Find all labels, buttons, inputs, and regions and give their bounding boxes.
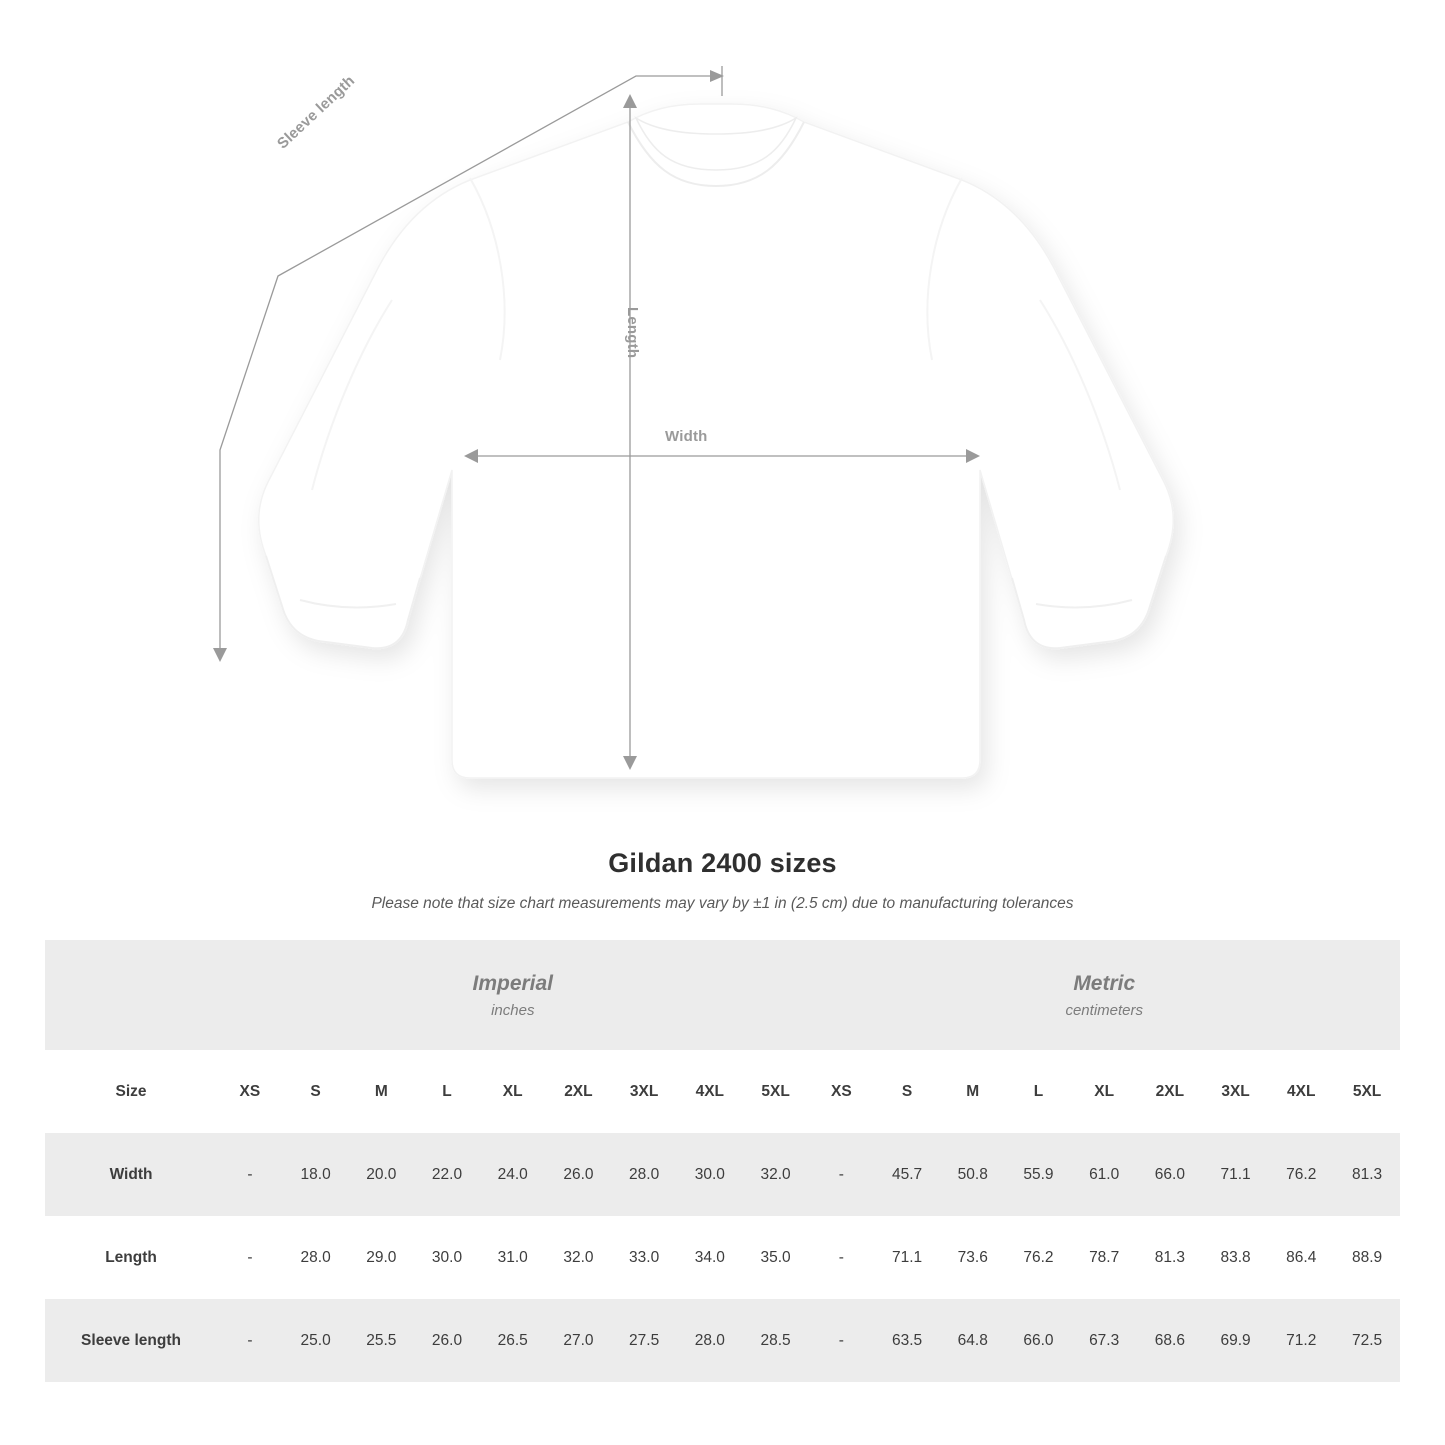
size-header-met-7: 4XL xyxy=(1268,1050,1334,1133)
length-met-2: 73.6 xyxy=(940,1216,1006,1299)
size-header-row xyxy=(45,1050,1400,1133)
width-imp-1: 18.0 xyxy=(283,1133,349,1216)
width-imp-7: 30.0 xyxy=(677,1133,743,1216)
table-row xyxy=(45,1216,1400,1299)
length-imp-6: 33.0 xyxy=(611,1216,677,1299)
length-imp-1: 28.0 xyxy=(283,1216,349,1299)
shirt-silhouette xyxy=(259,104,1174,778)
size-header-met-6: 3XL xyxy=(1203,1050,1269,1133)
size-header-met-0: XS xyxy=(808,1050,874,1133)
size-chart-table-wrapper xyxy=(45,940,1400,1382)
length-met-1: 71.1 xyxy=(874,1216,940,1299)
size-header-imp-7: 4XL xyxy=(677,1050,743,1133)
sleeve-met-6: 69.9 xyxy=(1203,1299,1269,1382)
length-met-7: 86.4 xyxy=(1268,1216,1334,1299)
size-header-imp-8: 5XL xyxy=(743,1050,809,1133)
width-met-3: 55.9 xyxy=(1006,1133,1072,1216)
length-met-8: 88.9 xyxy=(1334,1216,1400,1299)
length-imp-8: 35.0 xyxy=(743,1216,809,1299)
width-imp-3: 22.0 xyxy=(414,1133,480,1216)
row-label-length: Length xyxy=(45,1216,217,1299)
length-met-0: - xyxy=(808,1216,874,1299)
size-header-label: Size xyxy=(45,1050,217,1133)
sleeve-imp-3: 26.0 xyxy=(414,1299,480,1382)
sleeve-met-8: 72.5 xyxy=(1334,1299,1400,1382)
length-imp-5: 32.0 xyxy=(546,1216,612,1299)
width-met-6: 71.1 xyxy=(1203,1133,1269,1216)
sleeve-imp-2: 25.5 xyxy=(348,1299,414,1382)
size-header-met-1: S xyxy=(874,1050,940,1133)
title-block xyxy=(0,848,1445,913)
width-imp-0: - xyxy=(217,1133,283,1216)
width-met-4: 61.0 xyxy=(1071,1133,1137,1216)
page-title: Gildan 2400 sizes xyxy=(608,848,837,878)
unit-group-imperial-sub: inches xyxy=(491,1001,535,1019)
size-header-imp-3: L xyxy=(414,1050,480,1133)
size-header-imp-1: S xyxy=(283,1050,349,1133)
width-imp-2: 20.0 xyxy=(348,1133,414,1216)
size-header-imp-2: M xyxy=(348,1050,414,1133)
tolerance-note: Please note that size chart measurements may vary by ±1 in (2.5 cm) due to manufacturing tolerances xyxy=(371,895,1074,912)
size-header-met-4: XL xyxy=(1071,1050,1137,1133)
sleeve-met-3: 66.0 xyxy=(1006,1299,1072,1382)
unit-group-imperial xyxy=(217,940,808,1050)
sleeve-length-label: Sleeve length xyxy=(274,72,359,153)
width-imp-6: 28.0 xyxy=(611,1133,677,1216)
sleeve-met-0: - xyxy=(808,1299,874,1382)
width-met-7: 76.2 xyxy=(1268,1133,1334,1216)
sleeve-imp-8: 28.5 xyxy=(743,1299,809,1382)
length-met-3: 76.2 xyxy=(1006,1216,1072,1299)
unit-header-row xyxy=(45,940,1400,1050)
row-label-width: Width xyxy=(45,1133,217,1216)
size-header-imp-6: 3XL xyxy=(611,1050,677,1133)
sleeve-met-2: 64.8 xyxy=(940,1299,1006,1382)
size-header-met-8: 5XL xyxy=(1334,1050,1400,1133)
table-row xyxy=(45,1299,1400,1382)
width-met-2: 50.8 xyxy=(940,1133,1006,1216)
sleeve-met-1: 63.5 xyxy=(874,1299,940,1382)
sleeve-imp-6: 27.5 xyxy=(611,1299,677,1382)
size-header-imp-5: 2XL xyxy=(546,1050,612,1133)
unit-group-metric-sub: centimeters xyxy=(1065,1001,1143,1019)
width-met-5: 66.0 xyxy=(1137,1133,1203,1216)
length-met-4: 78.7 xyxy=(1071,1216,1137,1299)
sleeve-imp-7: 28.0 xyxy=(677,1299,743,1382)
unit-header-spacer xyxy=(45,940,217,1050)
width-met-1: 45.7 xyxy=(874,1133,940,1216)
length-imp-3: 30.0 xyxy=(414,1216,480,1299)
sleeve-imp-1: 25.0 xyxy=(283,1299,349,1382)
width-imp-4: 24.0 xyxy=(480,1133,546,1216)
length-met-6: 83.8 xyxy=(1203,1216,1269,1299)
length-met-5: 81.3 xyxy=(1137,1216,1203,1299)
row-label-sleeve-length: Sleeve length xyxy=(45,1299,217,1382)
size-header-met-2: M xyxy=(940,1050,1006,1133)
unit-group-metric xyxy=(808,940,1400,1050)
sleeve-imp-0: - xyxy=(217,1299,283,1382)
size-header-imp-4: XL xyxy=(480,1050,546,1133)
length-imp-7: 34.0 xyxy=(677,1216,743,1299)
sleeve-imp-5: 27.0 xyxy=(546,1299,612,1382)
length-imp-4: 31.0 xyxy=(480,1216,546,1299)
width-imp-8: 32.0 xyxy=(743,1133,809,1216)
sleeve-met-5: 68.6 xyxy=(1137,1299,1203,1382)
sleeve-met-4: 67.3 xyxy=(1071,1299,1137,1382)
length-imp-0: - xyxy=(217,1216,283,1299)
size-chart-table xyxy=(45,940,1400,1382)
size-header-met-5: 2XL xyxy=(1137,1050,1203,1133)
width-met-8: 81.3 xyxy=(1334,1133,1400,1216)
table-row xyxy=(45,1133,1400,1216)
size-header-met-3: L xyxy=(1006,1050,1072,1133)
length-label: Length xyxy=(624,307,641,359)
unit-group-imperial-title: Imperial xyxy=(472,972,554,996)
width-label: Width xyxy=(665,428,708,445)
size-header-imp-0: XS xyxy=(217,1050,283,1133)
sleeve-imp-4: 26.5 xyxy=(480,1299,546,1382)
length-imp-2: 29.0 xyxy=(348,1216,414,1299)
width-met-0: - xyxy=(808,1133,874,1216)
width-imp-5: 26.0 xyxy=(546,1133,612,1216)
sleeve-met-7: 71.2 xyxy=(1268,1299,1334,1382)
unit-group-metric-title: Metric xyxy=(1073,972,1136,996)
